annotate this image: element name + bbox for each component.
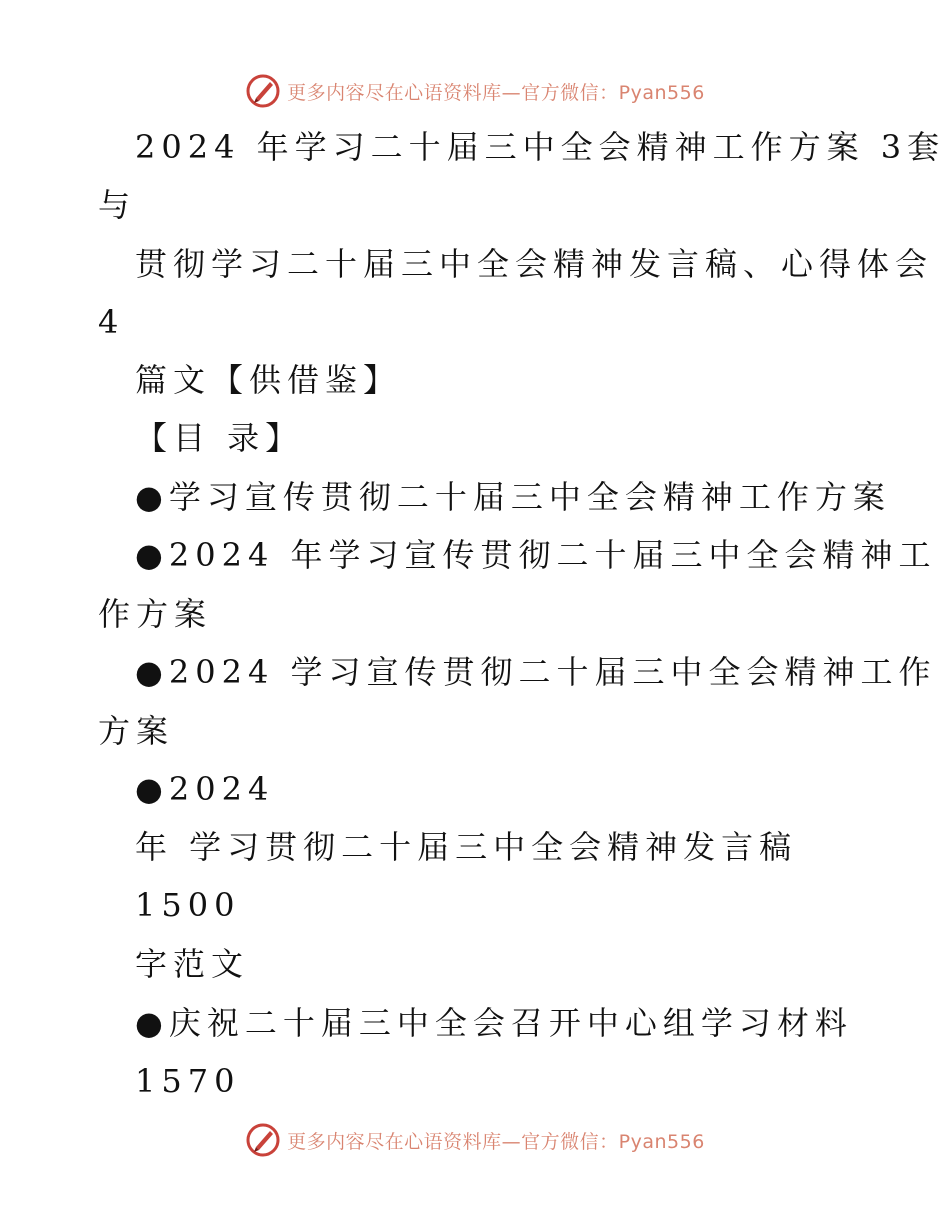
toc-item-5-line-1: ●庆祝二十届三中全会召开中心组学习材料 xyxy=(135,1004,853,1042)
pen-logo-icon xyxy=(245,73,281,109)
footer-banner-text: 更多内容尽在心语资料库—官方微信：Pyan556 xyxy=(287,1130,705,1153)
title-line-2: 与 xyxy=(98,186,137,224)
pen-logo-icon xyxy=(245,1122,281,1158)
toc-item-3-line-1: ●2024 学习宣传贯彻二十届三中全会精神工作 xyxy=(135,653,937,691)
header-banner-text: 更多内容尽在心语资料库—官方微信：Pyan556 xyxy=(287,81,705,104)
title-line-4: 4 xyxy=(98,303,125,341)
toc-item-4-line-3: 1500 xyxy=(135,886,241,924)
title-line-3: 贯彻学习二十届三中全会精神发言稿、心得体会 xyxy=(135,245,934,283)
header-banner xyxy=(0,71,950,111)
toc-item-4-line-4: 字范文 xyxy=(135,945,250,983)
title-line-1: 2024 年学习二十届三中全会精神工作方案 3套 xyxy=(135,128,946,166)
toc-item-5-line-2: 1570 xyxy=(135,1062,241,1100)
toc-item-2-line-1: ●2024 年学习宣传贯彻二十届三中全会精神工 xyxy=(135,536,937,574)
toc-item-4-line-2: 年 学习贯彻二十届三中全会精神发言稿 xyxy=(135,828,798,866)
toc-item-1: ●学习宣传贯彻二十届三中全会精神工作方案 xyxy=(135,478,891,516)
toc-item-2-line-2: 作方案 xyxy=(98,595,213,633)
toc-heading: 【目 录】 xyxy=(135,419,304,457)
footer-banner xyxy=(0,1120,950,1160)
title-line-5: 篇文【供借鉴】 xyxy=(135,361,402,399)
toc-item-3-line-2: 方案 xyxy=(98,712,175,750)
toc-item-4-line-1: ●2024 xyxy=(135,770,275,808)
